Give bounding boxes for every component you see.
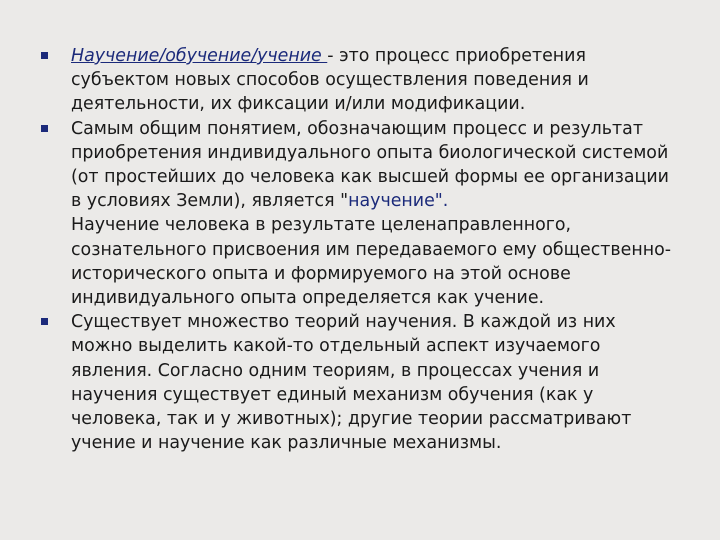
general-concept-continuation: Научение человека в результате целенаправленного, сознательного присвоения им передаваемого ему общественно-исторического опыта и формируемого на этой основе индивидуального опыта определяется как учение. (71, 215, 671, 309)
bullet-item-general-concept (0, 117, 720, 311)
bullet-list (0, 44, 720, 455)
bullet-item-definition (0, 44, 720, 117)
square-bullet-icon (41, 318, 48, 325)
bullet-item-theories (0, 310, 720, 455)
general-concept-term: научение". (348, 191, 449, 212)
square-bullet-icon (41, 125, 48, 132)
theories-text: Существует множество теорий научения. В каждой из них можно выделить какой-то отдельный аспект изучаемого явления. Согласно одним теориям, в процессах учения и научения существует единый механизм обучения (как у человека, так и у животных); другие теории рассматривают учение и научение как различные механизмы. (71, 312, 632, 454)
definition-text: - это процесс приобретения субъектом новых способов осуществления поведения и деятельности, их фиксации и/или модификации. (71, 46, 589, 115)
definition-term: Научение/обучение/учение (71, 46, 328, 66)
general-concept-text: Самым общим понятием, обозначающим процесс и результат приобретения индивидуального опыта биологической системой (от простейших до человека как высшей формы ее организации в условиях Земли), является " (71, 118, 669, 212)
square-bullet-icon (41, 52, 48, 59)
